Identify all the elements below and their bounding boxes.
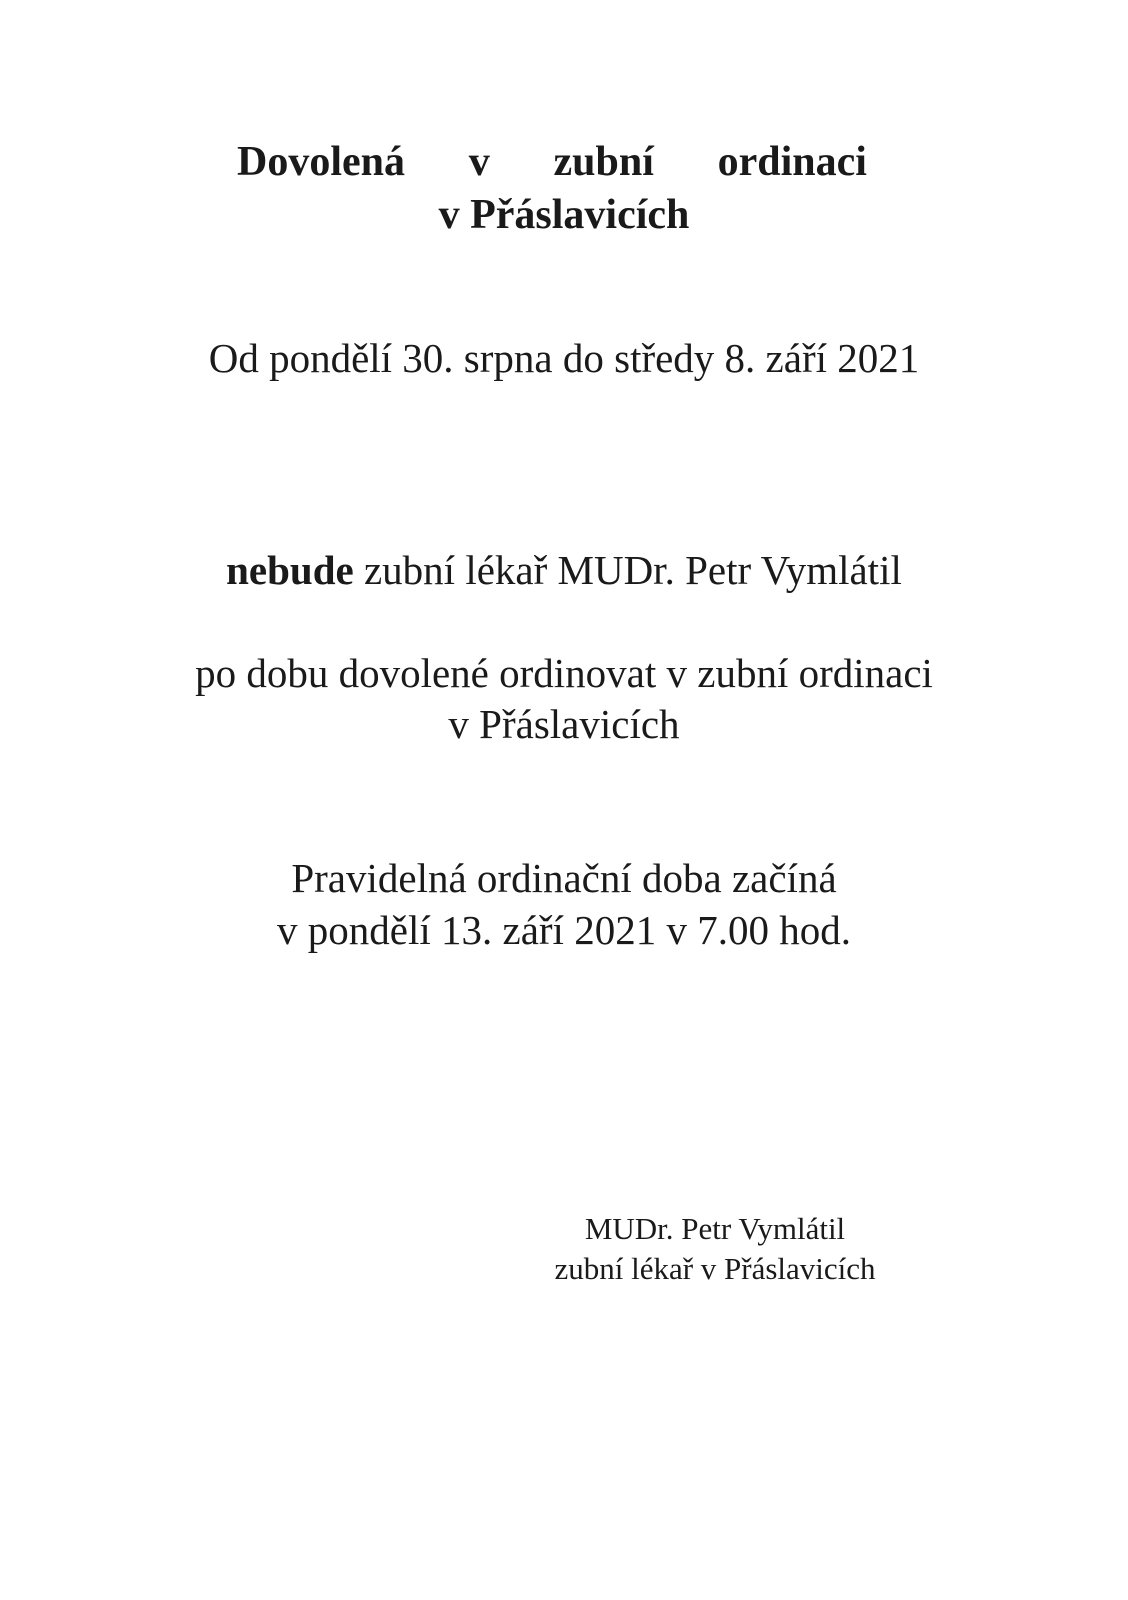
notice-title-line-1 — [237, 141, 867, 183]
title-word-2: v — [468, 139, 490, 185]
absence-statement — [0, 547, 1128, 593]
regular-hours-line-1: Pravidelná ordinační doba začíná — [291, 855, 837, 901]
signature-name: MUDr. Petr Vymlátil — [584, 1211, 846, 1246]
signature-role: zubní lékař v Přáslavicích — [554, 1251, 876, 1286]
absence-bold-word: nebude — [226, 547, 354, 593]
ordinate-line-1: po dobu dovolené ordinovat v zubní ordinaci — [195, 650, 933, 696]
vacation-period: Od pondělí 30. srpna do středy 8. září 2021 — [208, 335, 920, 381]
title-word-1: Dovolená — [237, 139, 405, 185]
regular-hours-line-2: v pondělí 13. září 2021 v 7.00 hod. — [277, 907, 851, 953]
absence-rest: zubní lékař MUDr. Petr Vymlátil — [353, 547, 902, 593]
title-word-4: ordinaci — [717, 139, 867, 185]
title-word-3: zubní — [553, 139, 654, 185]
notice-title-line-2: v Přáslavicích — [438, 192, 690, 238]
ordinate-line-2: v Přáslavicích — [448, 701, 680, 747]
